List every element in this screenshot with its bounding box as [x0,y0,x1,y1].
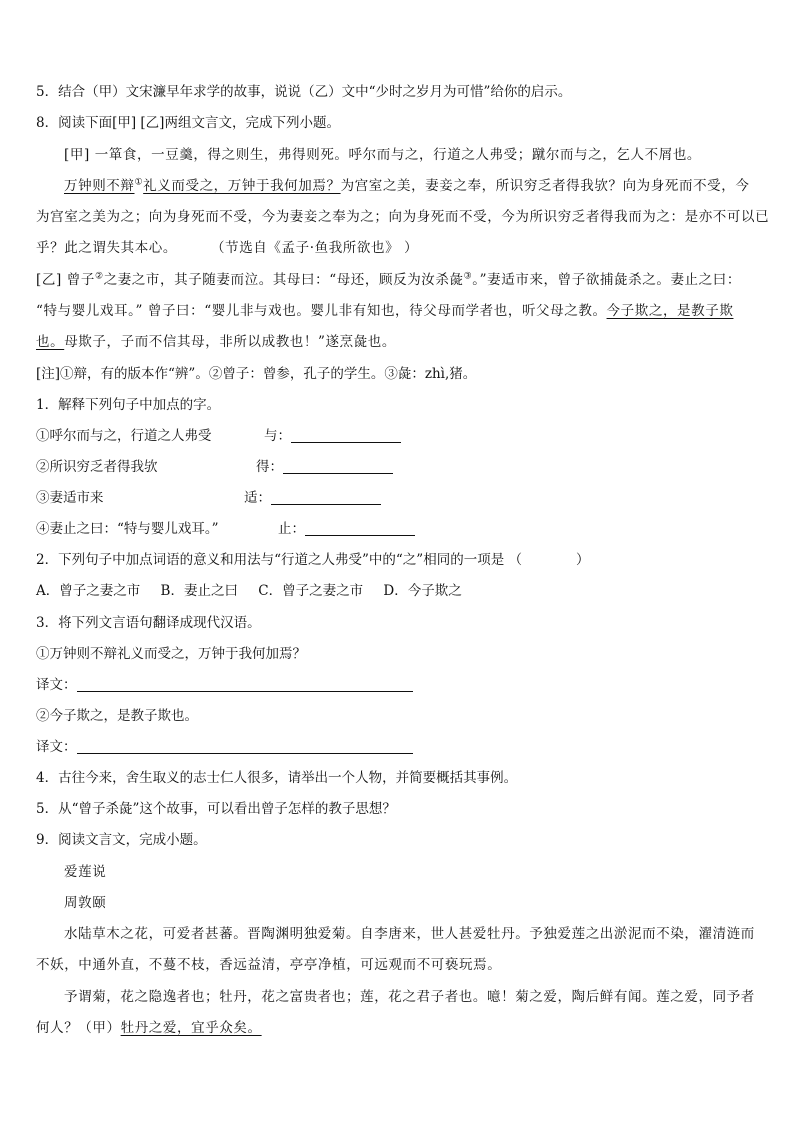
sub-question-1-item-2 [36,457,393,477]
essay-paragraph-2-line-1: 予谓菊，花之隐逸者也；牡丹，花之富贵者也；莲，花之君子者也。噫！菊之爱，陶后鲜有闻。莲之爱，同予者 [64,989,755,1005]
essay-paragraph-1-line-1: 水陆草木之花，可爱者甚蕃。晋陶渊明独爱菊。自李唐来，世人甚爱牡丹。予独爱莲之出淤泥而不染，濯清涟而 [64,926,755,942]
underlined-sentence-jia: 牡丹之爱，宜乎众矣。 [120,1020,262,1036]
passage-yi-line-2 [36,301,733,321]
sub-question-3-title: 3．将下列文言语句翻译成现代汉语。 [36,615,261,631]
essay-paragraph-1-line-2: 不妖，中通外直，不蔓不枝，香远益清，亭亭净植，可远观而不可亵玩焉。 [36,957,502,973]
sub-question-5: 5．从“曾子杀彘”这个故事，可以看出曾子怎样的教子思想？ [36,801,396,817]
item-sentence: ④妻止之曰：“特与婴儿戏耳。” [36,521,219,537]
essay-title: 爱莲说 [64,864,107,880]
essay-author: 周敦颐 [64,895,107,911]
translation-label: 译文： [36,739,77,755]
sub-question-1-item-4 [36,519,415,539]
question-5-previous: 5．结合（甲）文宋濂早年求学的故事，说说（乙）文中“少时之岁月为可惜”给你的启示。 [36,84,572,100]
passage-text: 为宫室之美，妻妾之奉，所识穷乏者得我欤？向为身死而不受，今 [340,178,750,194]
passage-jia-line-1: [甲] 一箪食，一豆羹，得之则生，弗得则死。呼尔而与之，行道之人弗受；蹴尔而与之，乞人不屑也。 [64,147,702,163]
option-d[interactable]: D．今子欺之 [383,583,462,599]
passage-yi-line-3 [36,332,396,352]
essay-paragraph-2-line-2 [36,1018,262,1038]
sub-question-1-title: 1．解释下列句子中加点的字。 [36,397,221,413]
passage-text: 母欺子，子而不信其母，非所以成教也！”遂烹彘也。 [64,334,397,350]
sub-question-1-item-3 [36,488,381,508]
passage-text: “特与婴儿戏耳。” 曾子曰：“婴儿非与戏也。婴儿非有知也，待父母而学者也，听父母之教。 [36,303,607,319]
option-a[interactable]: A．曾子之妻之市 [36,583,141,599]
translation-sentence-2: ②今子欺之，是教子欺也。 [36,708,198,724]
underlined-sentence-1a: 万钟则不辩 [64,178,135,194]
passage-text: 。”妻适市来，曾子欲捕彘杀之。妻止之曰： [472,272,741,288]
passage-text: [乙] 曾子 [36,272,95,288]
translation-answer-2 [36,737,413,757]
answer-blank[interactable] [291,428,401,443]
note-marker-2: ② [94,271,104,282]
translation-answer-1 [36,675,413,695]
sub-question-4: 4．古往今来，舍生取义的志士仁人很多，请举出一个人物，并简要概括其事例。 [36,770,518,786]
passage-source: （节选自《孟子·鱼我所欲也》 ） [211,240,419,256]
option-b[interactable]: B．妻止之曰 [160,583,238,599]
passage-text: 乎？此之谓失其本心。 [36,240,177,256]
item-sentence: ①呼尔而与之，行道之人弗受 [36,428,212,444]
translation-sentence-1: ①万钟则不辩礼义而受之，万钟于我何加焉？ [36,646,306,662]
sub-question-1-item-1 [36,426,401,446]
answer-blank[interactable] [283,459,393,474]
answer-line[interactable] [77,739,413,754]
underlined-sentence-2a: 今子欺之，是教子欺 [606,303,734,319]
passage-text: 何人？（甲） [36,1020,121,1036]
answer-blank[interactable] [305,521,415,536]
item-key: 适： [244,490,271,506]
item-key: 得： [256,459,283,475]
sub-question-2-title: 2．下列句子中加点词语的意义和用法与“行道之人弗受”中的“之”相同的一项是 （ ） [36,552,590,568]
passage-jia-line-4 [36,238,418,258]
item-sentence: ③妻适市来 [36,490,104,506]
note-marker-1: ① [134,177,144,188]
option-c[interactable]: C．曾子之妻之市 [258,583,364,599]
passage-jia-line-2 [64,176,749,196]
underlined-sentence-2b: 也。 [36,334,65,350]
passage-text: 之妻之市，其子随妻而泣。其母曰：“母还，顾反为汝杀彘 [103,272,464,288]
sub-question-2-options [36,581,462,601]
annotation-note: [注]①辩，有的版本作“辨”。②曾子：曾参，孔子的学生。③彘：zhì,猪。 [36,366,477,382]
answer-blank[interactable] [271,490,381,505]
item-key: 止： [278,521,305,537]
note-marker-3: ③ [463,271,473,282]
answer-line[interactable] [77,677,413,692]
underlined-sentence-1b: 礼义而受之，万钟于我何加焉？ [143,178,341,194]
passage-yi-line-1 [36,270,741,290]
passage-jia-line-3: 为宫室之美为之；向为身死而不受，今为妻妾之奉为之；向为身死而不受，今为所识穷乏者得我而为之：是亦不可以已 [36,209,770,225]
translation-label: 译文： [36,677,77,693]
question-9-title: 9．阅读文言文，完成小题。 [36,832,207,848]
question-8-title: 8．阅读下面[甲] [乙]两组文言文，完成下列小题。 [36,115,340,131]
item-key: 与： [264,428,291,444]
item-sentence: ②所识穷乏者得我欤 [36,459,158,475]
